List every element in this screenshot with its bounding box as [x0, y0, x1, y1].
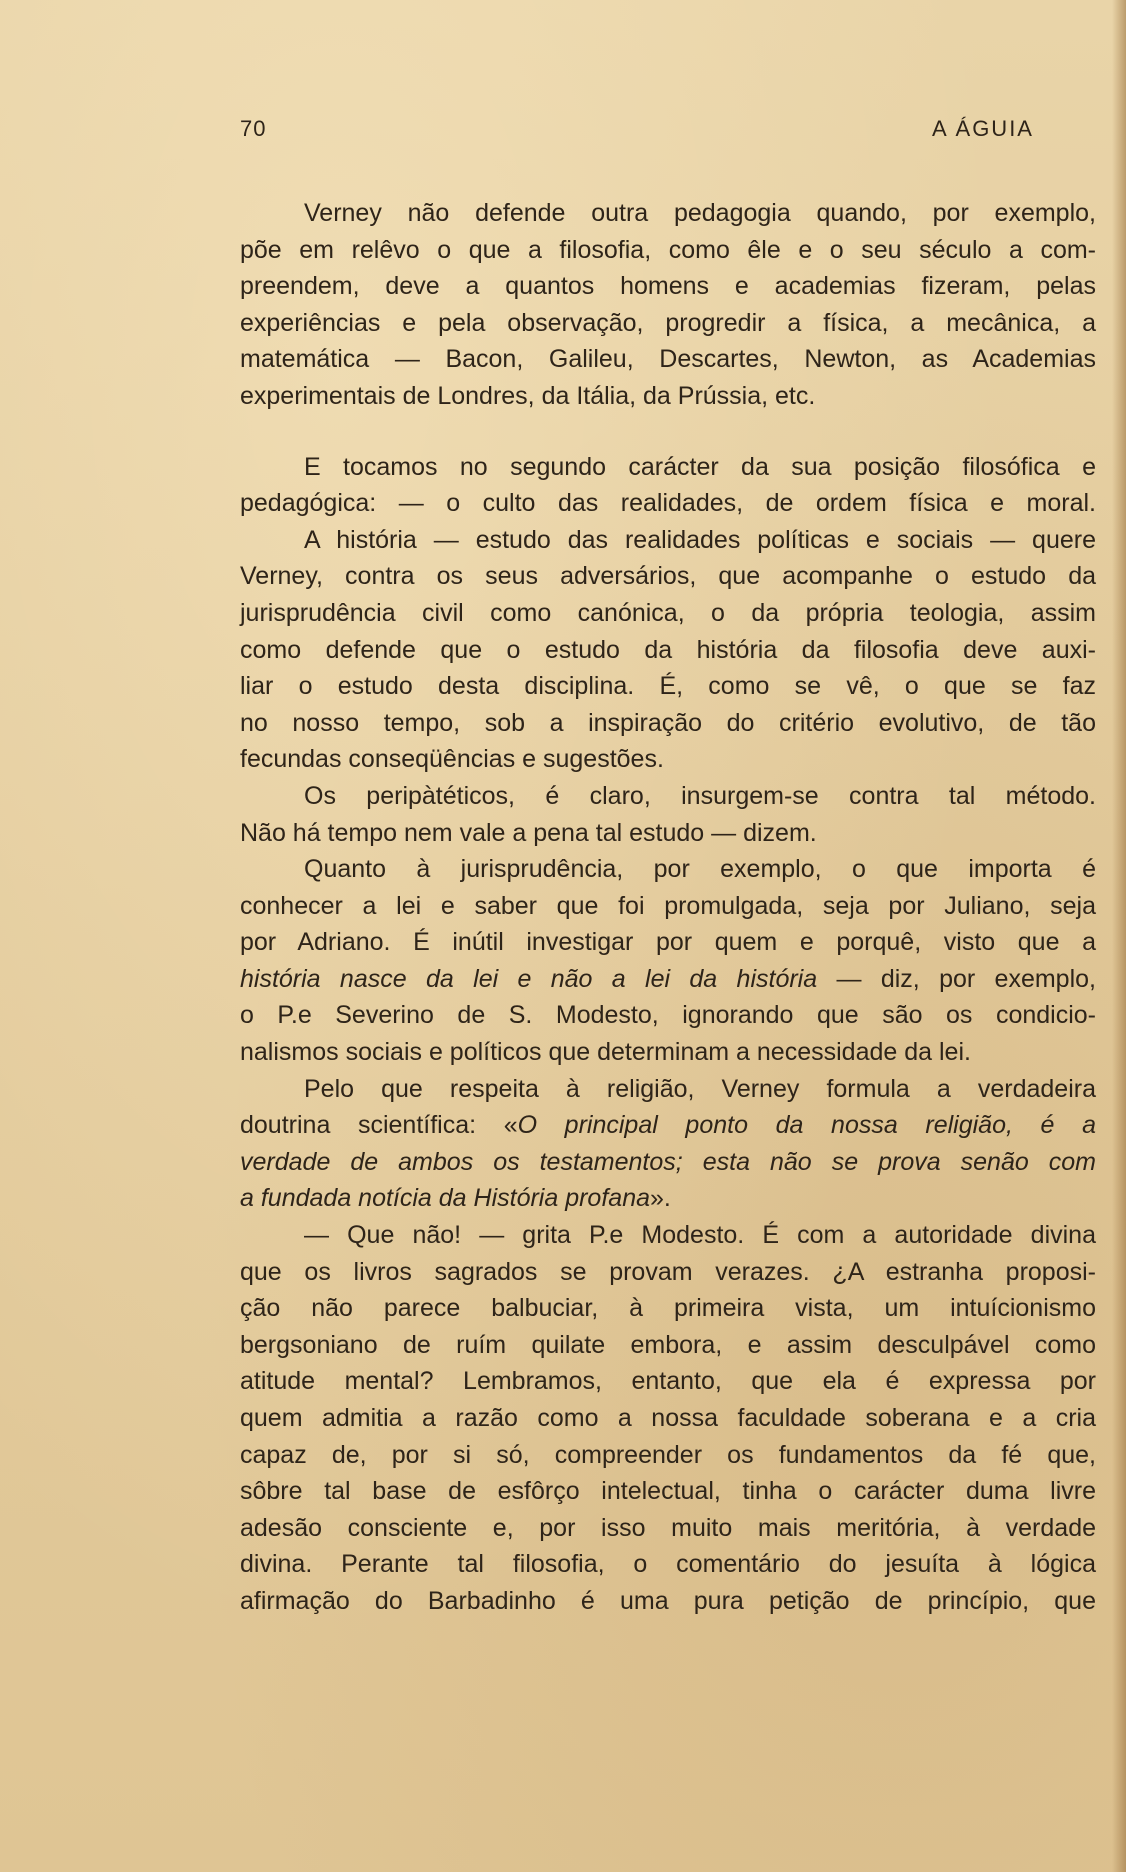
text-line-with-italic — [240, 961, 1096, 998]
paragraph-2 — [240, 449, 1096, 522]
italic-quote: a fundada notícia da História profana — [240, 1184, 650, 1213]
text-line: sôbre tal base de esfôrço intelectual, tinha o carácter duma livre — [240, 1477, 1096, 1506]
journal-title: A ÁGUIA — [931, 116, 1034, 141]
text-line: ção não parece balbuciar, à primeira vista, um intuícionismo — [240, 1294, 1096, 1323]
text-line: Não há tempo nem vale a pena tal estudo — dizem. — [240, 818, 817, 847]
paragraph-4 — [240, 778, 1096, 851]
italic-quote: verdade de ambos os testamentos; esta não se prova senão com — [240, 1147, 1096, 1176]
text-line: fecundas conseqüências e sugestões. — [240, 745, 664, 774]
text-line: liar o estudo desta disciplina. É, como se vê, o que se faz — [240, 672, 1096, 701]
text-line: Pelo que respeita à religião, Verney formula a verdadeira — [304, 1074, 1096, 1103]
text-line: atitude mental? Lembramos, entanto, que ela é expressa por — [240, 1367, 1096, 1396]
text-line: põe em relêvo o que a filosofia, como êle e o seu século a com- — [240, 235, 1096, 264]
text-line: Verney não defende outra pedagogia quando, por exemplo, — [304, 199, 1096, 227]
text-line: experimentais de Londres, da Itália, da Prússia, etc. — [240, 381, 816, 410]
text-line: afirmação do Barbadinho é uma pura petição de princípio, que — [240, 1586, 1096, 1615]
italic-quote: história nasce da lei e não a lei da história — [240, 964, 818, 993]
text-line: Verney, contra os seus adversários, que acompanhe o estudo da — [240, 562, 1096, 591]
inline-text: ». — [650, 1184, 671, 1213]
italic-line — [240, 1180, 1096, 1217]
text-line: conhecer a lei e saber que foi promulgada, seja por Juliano, seja — [240, 891, 1096, 920]
text-line: preendem, deve a quantos homens e academias fizeram, pelas — [240, 272, 1096, 301]
text-line: por Adriano. É inútil investigar por quem e porquê, visto que a — [240, 928, 1096, 957]
text-line: quem admitia a razão como a nossa faculdade soberana e a cria — [240, 1404, 1096, 1432]
text-line: jurisprudência civil como canónica, o da própria teologia, assim — [240, 598, 1096, 627]
text-line: E tocamos no segundo carácter da sua posição filosófica e — [304, 452, 1096, 481]
paragraph-3 — [240, 522, 1096, 778]
page-edge-shadow — [1112, 0, 1126, 1872]
text-line-with-italic — [240, 1107, 1096, 1144]
italic-quote: O principal ponto da nossa religião, é a — [517, 1111, 1096, 1140]
paragraph-6 — [240, 1071, 1096, 1217]
text-line: Os peripàtéticos, é claro, insurgem-se contra tal método. — [304, 781, 1096, 810]
text-line: capaz de, por si só, compreender os fundamentos da fé que, — [240, 1440, 1096, 1469]
text-line: que os livros sagrados se provam verazes. ¿A estranha proposi- — [240, 1257, 1096, 1286]
inline-text: doutrina scientífica: « — [240, 1111, 518, 1140]
text-line: no nosso tempo, sob a inspiração do critério evolutivo, de tão — [240, 708, 1096, 737]
inline-text: — diz, por exemplo, — [817, 964, 1096, 993]
text-line: experiências e pela observação, progredir a física, a mecânica, a — [240, 308, 1096, 337]
text-line: pedagógica: — o culto das realidades, de ordem física e moral. — [240, 489, 1096, 518]
text-line: — Que não! — grita P.e Modesto. É com a autoridade divina — [304, 1221, 1096, 1250]
text-line: o P.e Severino de S. Modesto, ignorando que são os condicio- — [240, 1001, 1096, 1030]
paragraph-7 — [240, 1217, 1096, 1620]
text-line: Quanto à jurisprudência, por exemplo, o que importa é — [304, 855, 1096, 884]
text-line: bergsoniano de ruím quilate embora, e assim desculpável como — [240, 1330, 1096, 1359]
body-text — [240, 195, 1096, 1620]
text-line: matemática — Bacon, Galileu, Descartes, Newton, as Academias — [240, 345, 1096, 374]
paragraph-1 — [240, 195, 1096, 415]
text-line: adesão consciente e, por isso muito mais meritória, à verdade — [240, 1513, 1096, 1542]
text-line: A história — estudo das realidades políticas e sociais — quere — [304, 525, 1096, 554]
paragraph-5 — [240, 851, 1096, 1071]
page-number: 70 — [240, 116, 267, 141]
text-line: como defende que o estudo da história da filosofia deve auxi- — [240, 635, 1096, 664]
running-head — [240, 116, 1086, 156]
text-line: nalismos sociais e políticos que determinam a necessidade da lei. — [240, 1038, 971, 1067]
paragraph-gap — [240, 415, 1096, 449]
text-line: divina. Perante tal filosofia, o comentário do jesuíta à lógica — [240, 1550, 1096, 1579]
italic-line — [240, 1144, 1096, 1181]
